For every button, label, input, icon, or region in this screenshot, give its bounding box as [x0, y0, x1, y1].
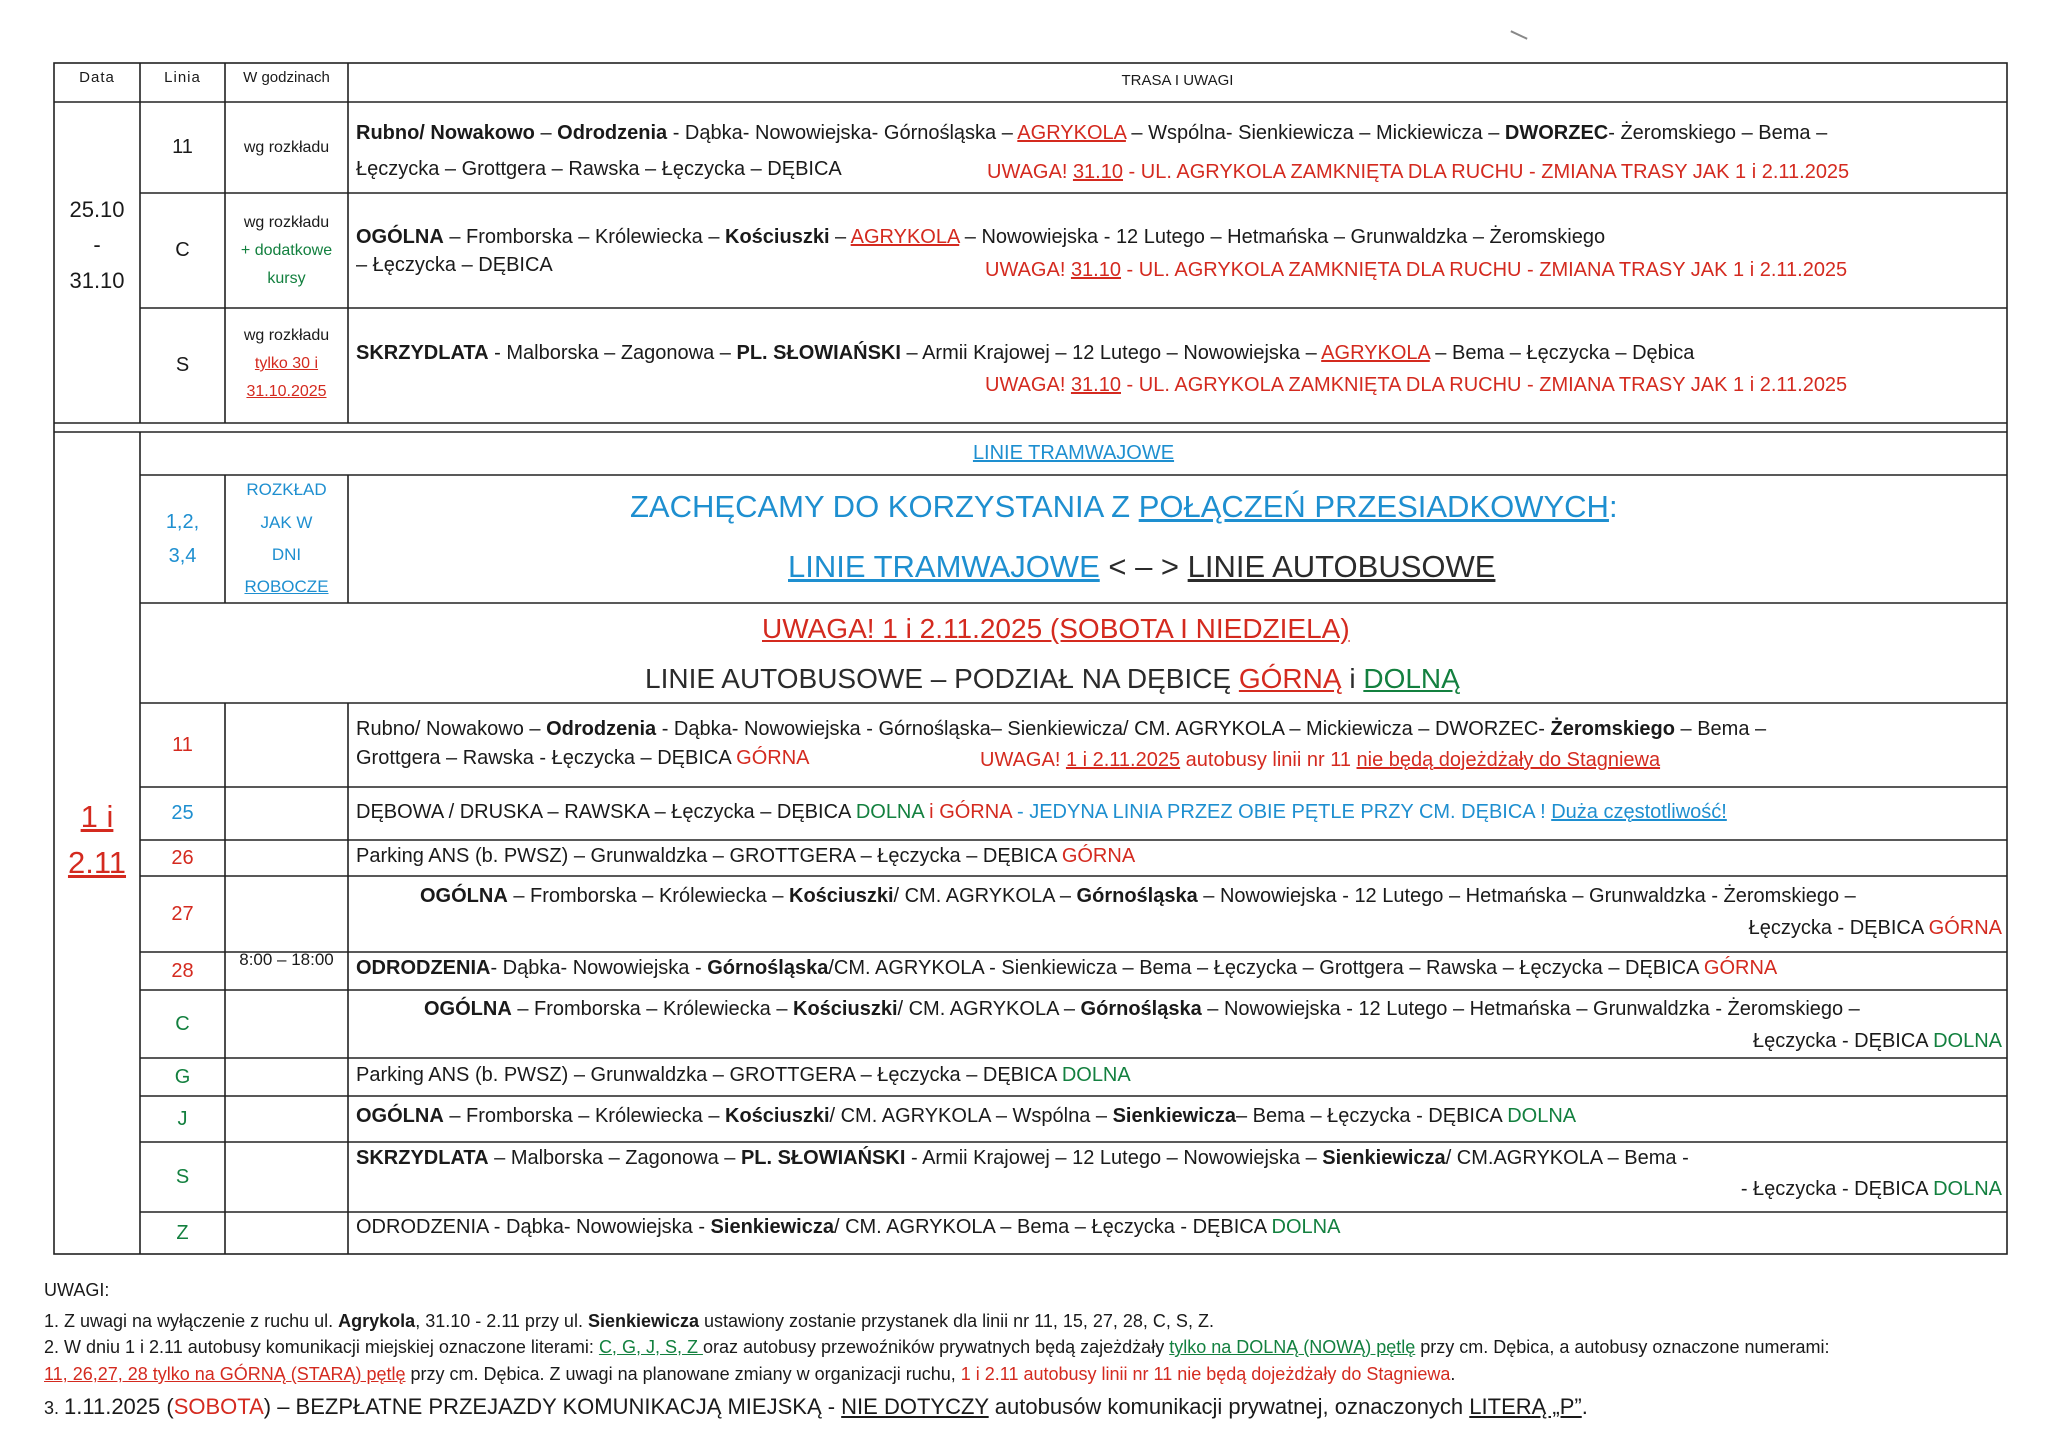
hours-cell: wg rozkładu tylko 30 i 31.10.2025 — [243, 327, 330, 400]
line-number: 27 — [171, 902, 194, 925]
route-line: - Łęczycka - DĘBICA DOLNA — [1740, 1178, 2002, 1200]
bus-split: LINIE AUTOBUSOWE – PODZIAŁ NA DĘBICĘ GÓRNĄ i DOLNĄ — [645, 663, 1460, 694]
note-2-cont: 11, 26,27, 28 tylko na GÓRNĄ (STARĄ) pętlę przy cm. Dębica. Z uwagi na planowane zmiany w organizacji ruchu, 1 i 2.11 autobusy linii nr 11 nie będą dojeżdżały do Stagniewa. — [44, 1364, 1456, 1384]
date-dash: - — [93, 232, 101, 258]
note-3: 3. 1.11.2025 (SOBOTA) – BEZPŁATNE PRZEJAZDY KOMUNIKACJĄ MIEJSKĄ - NIE DOTYCZY autobusów komunikacji prywatnej, oznaczonych LITERĄ „P”. — [44, 1394, 1588, 1419]
header-line: Linia — [164, 69, 201, 87]
route-line: DĘBOWA / DRUSKA – RAWSKA – Łęczycka – DĘBICA DOLNA i GÓRNA - JEDYNA LINIA PRZEZ OBIE PĘTLE PRZY CM. DĘBICA ! Duża częstotliwość! — [356, 801, 1727, 823]
line-number: 11 — [172, 733, 193, 756]
route-line: Rubno/ Nowakowo – Odrodzenia - Dąbka- Nowowiejska - Górnośląska– Sienkiewicza/ CM. AGRYKOLA – Mickiewicza – DWORZEC- Żeromskiego – Bema – — [356, 718, 1767, 740]
notes-title: UWAGI: — [44, 1280, 110, 1300]
route-line: OGÓLNA – Fromborska – Królewiecka – Kościuszki – AGRYKOLA – Nowowiejska - 12 Lutego – Hetmańska – Grunwaldzka – Żeromskiego — [356, 226, 1606, 248]
line-number: C — [175, 239, 190, 261]
route-line: Parking ANS (b. PWSZ) – Grunwaldzka – GROTTGERA – Łęczycka – DĘBICA GÓRNA — [356, 845, 1136, 867]
hours-cell: 8:00 – 18:00 — [239, 950, 334, 970]
line-number: 25 — [171, 802, 194, 824]
header-date: Data — [79, 69, 115, 87]
warning-text: UWAGA! 31.10 - UL. AGRYKOLA ZAMKNIĘTA DLA RUCHU - ZMIANA TRASY JAK 1 i 2.11.2025 — [985, 259, 1848, 281]
scan-mark — [1510, 30, 1527, 39]
route-line: SKRZYDLATA - Malborska – Zagonowa – PL. SŁOWIAŃSKI – Armii Krajowej – 12 Lutego – Nowowiejska – AGRYKOLA – Bema – Łęczycka – Dębica — [356, 342, 1695, 364]
line-number: C — [175, 1012, 190, 1035]
period2-date: 1 i 2.11 — [67, 798, 127, 880]
route-line: ODRODZENIA- Dąbka- Nowowiejska - Górnośląska/CM. AGRYKOLA - Sienkiewicza – Bema – Łęczycka – Grottgera – Rawska – Łęczycka – DĘBICA GÓRNA — [356, 957, 1778, 979]
holiday-warning: UWAGA! 1 i 2.11.2025 (SOBOTA I NIEDZIELA) — [762, 613, 1350, 644]
line-number: 28 — [171, 959, 194, 982]
date-to: 31.10 — [69, 267, 125, 293]
hours-cell: wg rozkładu + dodatkowe kursy — [240, 213, 333, 287]
line-number: 11 — [172, 136, 193, 158]
tram-title: LINIE TRAMWAJOWE — [972, 442, 1175, 464]
route-line: Parking ANS (b. PWSZ) – Grunwaldzka – GROTTGERA – Łęczycka – DĘBICA DOLNA — [356, 1064, 1131, 1086]
tram-schedule: ROZKŁAD JAK W DNI ROBOCZE — [244, 480, 329, 597]
route-line: ODRODZENIA - Dąbka- Nowowiejska - Sienkiewicza/ CM. AGRYKOLA – Bema – Łęczycka - DĘBICA DOLNA — [356, 1216, 1341, 1238]
period1-date — [54, 185, 140, 305]
warning-text: UWAGA! 1 i 2.11.2025 autobusy linii nr 11 nie będą dojeżdżały do Stagniewa — [980, 749, 1661, 771]
hours-cell: wg rozkładu — [243, 138, 330, 156]
warning-text: UWAGA! 31.10 - UL. AGRYKOLA ZAMKNIĘTA DLA RUCHU - ZMIANA TRASY JAK 1 i 2.11.2025 — [985, 374, 1848, 396]
route-line: Rubno/ Nowakowo – Odrodzenia - Dąbka- Nowowiejska- Górnośląska – AGRYKOLA – Wspólna- Sienkiewicza – Mickiewicza – DWORZEC- Żeromskiego – Bema – — [356, 122, 1828, 144]
line-number: 26 — [171, 846, 194, 869]
route-line: OGÓLNA – Fromborska – Królewiecka – Kościuszki/ CM. AGRYKOLA – Wspólna – Sienkiewicza– Bema – Łęczycka - DĘBICA DOLNA — [356, 1105, 1577, 1127]
line-number: Z — [176, 1221, 189, 1244]
note-1: 1. Z uwagi na wyłączenie z ruchu ul. Agrykola, 31.10 - 2.11 przy ul. Sienkiewicza ustawiony zostanie przystanek dla linii nr 11, 15, 27, 28, C, S, Z. — [44, 1311, 1214, 1331]
note-2: 2. W dniu 1 i 2.11 autobusy komunikacji miejskiej oznaczone literami: C, G, J, S, Z oraz autobusy przewoźników prywatnych będą zajeżdżały tylko na DOLNĄ (NOWĄ) pętlę przy cm. Dębica, a autobusy oznaczone numerami: — [44, 1337, 1830, 1357]
warning-text: UWAGA! 31.10 - UL. AGRYKOLA ZAMKNIĘTA DLA RUCHU - ZMIANA TRASY JAK 1 i 2.11.2025 — [987, 161, 1850, 183]
promo-connection: LINIE TRAMWAJOWE < – > LINIE AUTOBUSOWE — [788, 549, 1496, 584]
line-number: G — [174, 1065, 191, 1088]
route-line: OGÓLNA – Fromborska – Królewiecka – Kościuszki/ CM. AGRYKOLA – Górnośląska – Nowowiejska - 12 Lutego – Hetmańska – Grunwaldzka - Żeromskiego – — [424, 998, 1860, 1020]
route-line: Łęczycka – Grottgera – Rawska – Łęczycka – DĘBICA — [356, 158, 842, 180]
route-line: – Łęczycka – DĘBICA — [356, 254, 553, 276]
date-from: 25.10 — [69, 197, 125, 223]
line-number: S — [175, 354, 190, 376]
route-line: SKRZYDLATA – Malborska – Zagonowa – PL. SŁOWIAŃSKI - Armii Krajowej – 12 Lutego – Nowowiejska – Sienkiewicza/ CM.AGRYKOLA – Bema - — [356, 1147, 1689, 1169]
line-number: J — [177, 1107, 188, 1130]
header-hours: W godzinach — [243, 69, 330, 87]
tram-lines: 1,2, 3,4 — [165, 511, 200, 567]
route-line: OGÓLNA – Fromborska – Królewiecka – Kościuszki/ CM. AGRYKOLA – Górnośląska – Nowowiejska - 12 Lutego – Hetmańska – Grunwaldzka - Żeromskiego – — [420, 885, 1856, 907]
header-route: TRASA I UWAGI — [1121, 72, 1234, 90]
route-line: Łęczycka - DĘBICA DOLNA — [1753, 1030, 2002, 1052]
route-line: Grottgera – Rawska - Łęczycka – DĘBICA GÓRNA — [356, 747, 810, 769]
promo-headline: ZACHĘCAMY DO KORZYSTANIA Z POŁĄCZEŃ PRZESIADKOWYCH: — [630, 489, 1618, 524]
route-line: Łęczycka - DĘBICA GÓRNA — [1748, 917, 2002, 939]
line-number: S — [175, 1165, 190, 1188]
